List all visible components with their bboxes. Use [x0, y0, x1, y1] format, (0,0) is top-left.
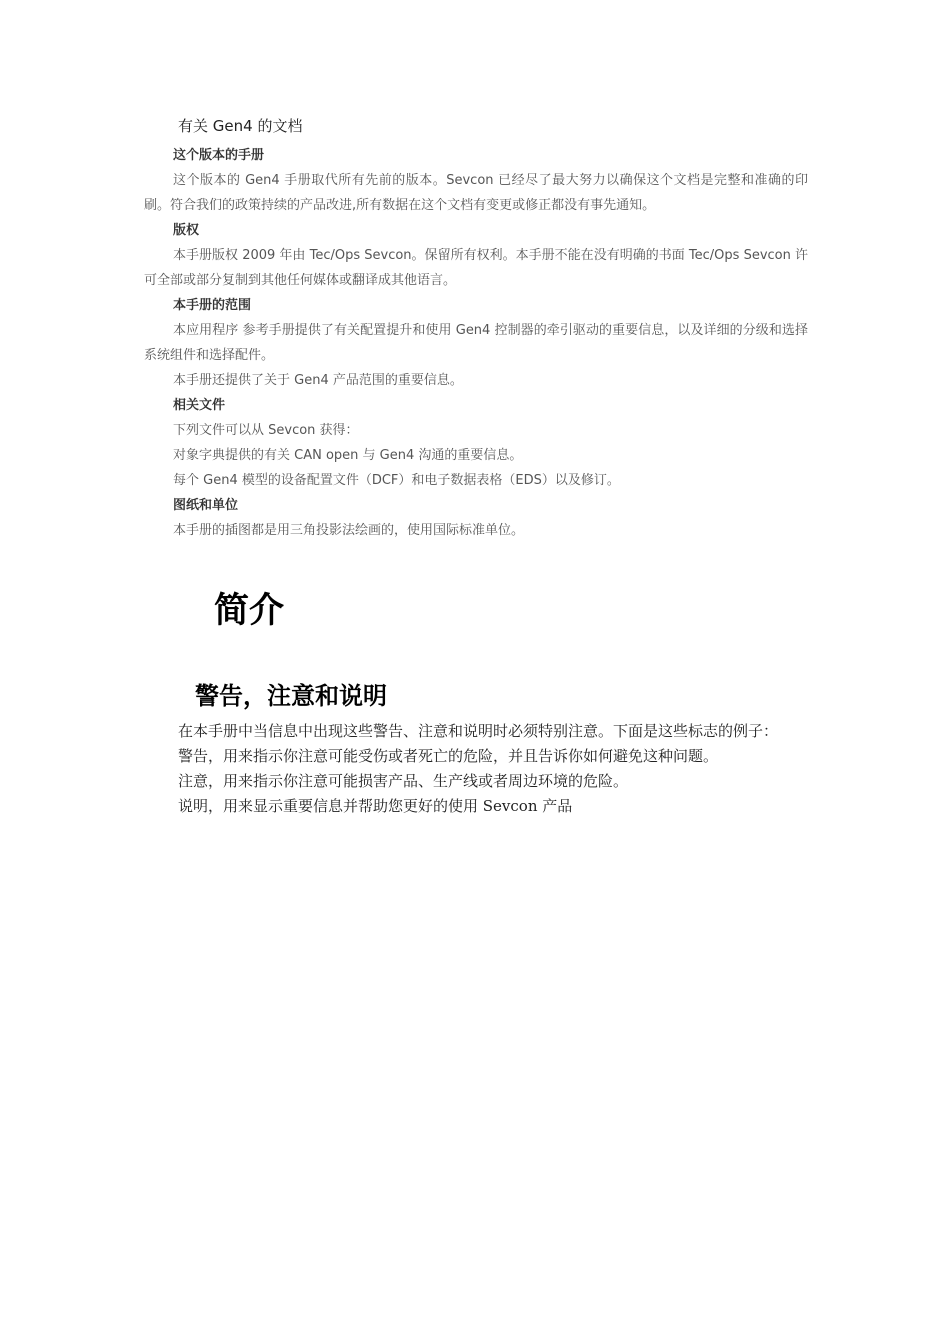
- section-paragraph: 本手册还提供了关于 Gen4 产品范围的重要信息。: [173, 373, 463, 388]
- section-paragraph: 本手册版权 2009 年由 Tec/Ops Sevcon。保留所有权利。本手册不能在没有明确的书面 Tec/Ops Sevcon 许可全部或部分复制到其他任何媒体或翻译成其他语言。: [144, 248, 808, 288]
- section-scope: [144, 293, 808, 393]
- section-this-version: [144, 143, 808, 218]
- chapter-title: 简介: [214, 590, 285, 631]
- section-paragraph: 本手册的插图都是用三角投影法绘画的，使用国际标准单位。: [173, 523, 525, 538]
- section-heading: 图纸和单位: [173, 498, 239, 513]
- section-paragraph: 下列文件可以从 Sevcon 获得：: [173, 423, 359, 438]
- section-heading: 本手册的范围: [173, 298, 252, 313]
- section-paragraph: 这个版本的 Gen4 手册取代所有先前的版本。Sevcon 已经尽了最大努力以确保这个文档是完整和准确的印刷。符合我们的政策持续的产品改进,所有数据在这个文档有变更或修正都没有事先通知。: [144, 173, 808, 213]
- doc-title: 有关 Gen4 的文档: [178, 117, 303, 135]
- section-heading: 版权: [173, 223, 200, 238]
- section-paragraph: 每个 Gen4 模型的设备配置文件（DCF）和电子数据表格（EDS）以及修订。: [173, 473, 620, 488]
- section-drawings-units: [144, 493, 808, 543]
- section-related-docs: [144, 393, 808, 493]
- page-content: [144, 113, 808, 819]
- section-heading: 这个版本的手册: [173, 148, 265, 163]
- section-paragraph: 本应用程序 参考手册提供了有关配置提升和使用 Gen4 控制器的牵引驱动的重要信息，以及详细的分级和选择系统组件和选择配件。: [144, 323, 808, 363]
- subsection-title: 警告，注意和说明: [195, 681, 387, 710]
- body-paragraph: 警告，用来指示你注意可能受伤或者死亡的危险，并且告诉你如何避免这种问题。: [178, 747, 719, 765]
- body-paragraph: 注意，用来指示你注意可能损害产品、生产线或者周边环境的危险。: [178, 772, 629, 790]
- section-heading: 相关文件: [173, 398, 226, 413]
- body-paragraph: 说明，用来显示重要信息并帮助您更好的使用 Sevcon 产品: [178, 797, 573, 815]
- section-paragraph: 对象字典提供的有关 CAN open 与 Gen4 沟通的重要信息。: [173, 448, 523, 463]
- body-paragraph: 在本手册中当信息中出现这些警告、注意和说明时必须特别注意。下面是这些标志的例子：: [178, 722, 779, 740]
- section-copyright: [144, 218, 808, 293]
- warnings-notes-section: [144, 719, 808, 819]
